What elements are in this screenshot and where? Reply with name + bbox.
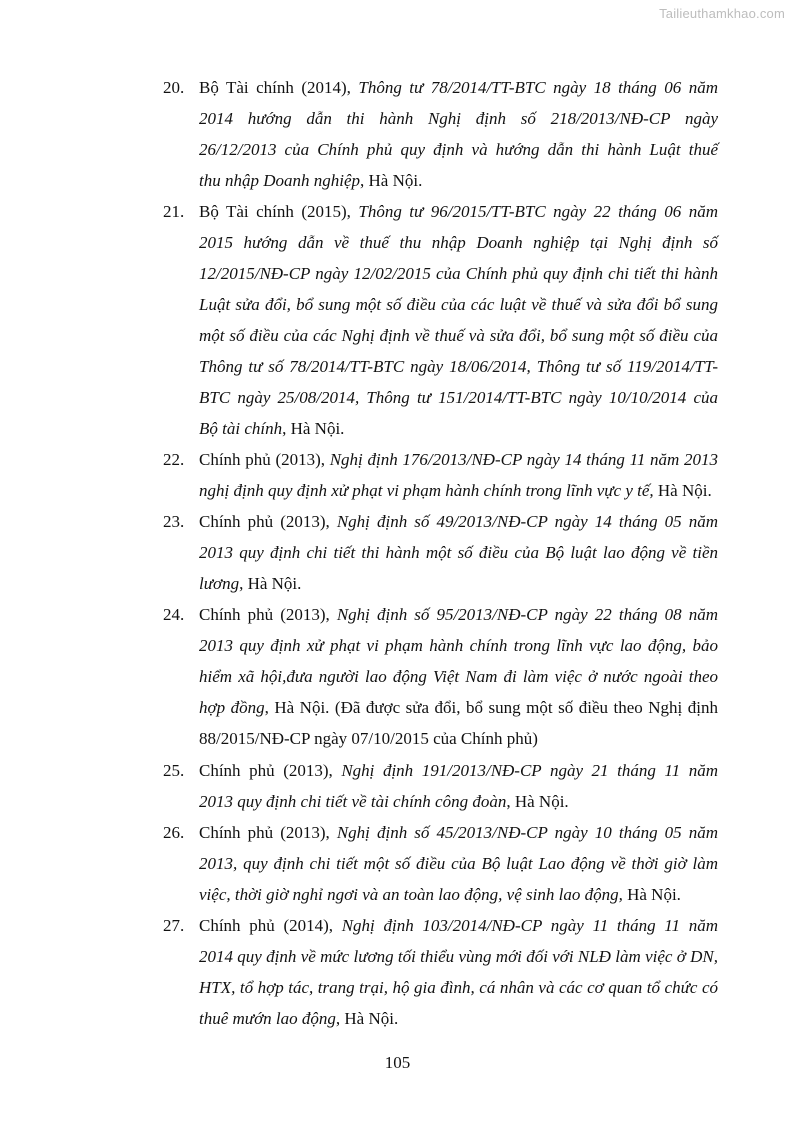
reference-line [199,165,718,196]
reference-line [199,630,718,661]
reference-number: 23. [163,512,185,531]
reference-line [199,382,718,413]
reference-text: , Hà Nội. [335,1009,399,1028]
reference-title-text: Nghị định số 95/2013/NĐ-CP ngày 22 tháng 08 năm [336,605,718,624]
reference-line [199,196,718,227]
reference-title-text: Thông tư 78/2014/TT-BTC ngày 18 tháng 06 năm [358,78,718,97]
reference-text: Chính phủ (2013), [199,823,337,842]
reference-line [199,879,718,910]
reference-number: 26. [163,823,185,842]
reference-line [199,910,718,941]
reference-text: 88/2015/NĐ-CP ngày 07/10/2015 của Chính phủ) [199,729,538,748]
reference-line [199,134,718,165]
reference-item [0,599,795,754]
reference-line [199,848,718,879]
reference-title-text: HTX, tổ hợp tác, trang trại, hộ gia đình, cá nhân và các cơ quan tổ chức có [199,978,718,997]
reference-title-text: 2014 hướng dẫn thi hành Nghị định số 218/2013/NĐ-CP ngày [199,109,718,128]
reference-line [199,258,718,289]
reference-number: 22. [163,450,185,469]
reference-text: Chính phủ (2013), [199,605,337,624]
reference-line [199,755,718,786]
reference-text: Bộ Tài chính (2015), [199,202,359,221]
reference-number: 27. [163,916,185,935]
reference-title-text: 2013 quy định xử phạt vi phạm hành chính trong lĩnh vực lao động, bảo [199,636,718,655]
reference-line [199,320,718,351]
reference-text: , Hà Nội. [360,171,423,190]
reference-title-text: BTC ngày 25/08/2014, Thông tư 151/2014/TT-BTC ngày 10/10/2014 của [199,388,718,407]
reference-line [199,475,718,506]
reference-title-text: một số điều của các Nghị định về thuế và sửa đổi, bổ sung một số điều của [199,326,718,345]
reference-title-text: 2015 hướng dẫn về thuế thu nhập Doanh nghiệp tại Nghị định số [199,233,718,252]
reference-title-text: 2013, quy định chi tiết một số điều của Bộ luật Lao động về thời giờ làm [199,854,718,873]
reference-title-text: hiểm xã hội,đưa người lao động Việt Nam đi làm việc ở nước ngoài theo [199,667,718,686]
reference-title-text: Nghị định 103/2014/NĐ-CP ngày 11 tháng 11 năm [341,916,718,935]
reference-title-text: Thông tư số 78/2014/TT-BTC ngày 18/06/2014, Thông tư số 119/2014/TT- [199,357,718,376]
reference-line [199,227,718,258]
reference-text: , Hà Nội. [239,574,302,593]
reference-line [199,692,718,723]
reference-item [0,196,795,444]
reference-line [199,599,718,630]
reference-title-text: 2013 quy định chi tiết thi hành một số điều của Bộ luật lao động về tiền [199,543,718,562]
reference-title-text: lương [199,574,240,593]
reference-number: 25. [163,761,185,780]
reference-title-text: 2013 quy định chi tiết về tài chính công đoàn [199,792,507,811]
reference-title-text: Nghị định số 45/2013/NĐ-CP ngày 10 tháng 05 năm [336,823,718,842]
reference-title-text: hợp đồng [199,698,265,717]
reference-line [199,351,718,382]
page-number: 105 [384,1053,411,1072]
reference-text: Chính phủ (2013), [199,761,342,780]
reference-text: Hà Nội. [653,481,712,500]
reference-item [0,755,795,817]
reference-text: Chính phủ (2013), [199,512,337,531]
reference-number: 21. [163,202,185,221]
reference-line [199,661,718,692]
reference-line [199,413,718,444]
reference-title-text: Nghị định số 49/2013/NĐ-CP ngày 14 tháng 05 năm [336,512,718,531]
reference-line [199,723,718,754]
reference-item [0,506,795,599]
reference-number: 24. [163,605,185,624]
reference-text: , Hà Nội. [506,792,569,811]
reference-line [199,444,718,475]
watermark: Tailieuthamkhao.com [659,6,785,21]
reference-text: Bộ Tài chính (2014), [199,78,359,97]
reference-title-text: Nghị định 191/2013/NĐ-CP ngày 21 tháng 11 năm [341,761,718,780]
reference-line [199,103,718,134]
reference-number: 20. [163,78,185,97]
reference-line [199,941,718,972]
reference-line [199,72,718,103]
reference-title-text: 26/12/2013 của Chính phủ quy định và hướng dẫn thi hành Luật thuế [199,140,718,159]
reference-text: , Hà Nội. [282,419,345,438]
reference-line [199,817,718,848]
reference-line [199,786,718,817]
reference-title-text: Luật sửa đổi, bổ sung một số điều của các luật về thuế và sửa đổi bổ sung [199,295,718,314]
reference-title-text: 12/2015/NĐ-CP ngày 12/02/2015 của Chính phủ quy định chi tiết thi hành [199,264,718,283]
reference-text: Hà Nội. [622,885,681,904]
reference-title-text: 2014 quy định về mức lương tối thiểu vùng mới đối với NLĐ làm việc ở DN, [199,947,718,966]
reference-line [199,537,718,568]
reference-text: Chính phủ (2014), [199,916,342,935]
reference-title-text: nghị định quy định xử phạt vi phạm hành chính trong lĩnh vực y tế, [199,481,654,500]
reference-title-text: việc, thời giờ nghỉ ngơi và an toàn lao động, vệ sinh lao động, [199,885,623,904]
reference-title-text: Thông tư 96/2015/TT-BTC ngày 22 tháng 06 năm [358,202,718,221]
reference-text: Chính phủ (2013), [199,450,330,469]
reference-item [0,817,795,910]
reference-title-text: Nghị định 176/2013/NĐ-CP ngày 14 tháng 11 năm 2013 [329,450,718,469]
reference-line [199,289,718,320]
reference-line [199,972,718,1003]
reference-line [199,568,718,599]
reference-title-text: thu nhập Doanh nghiệp [199,171,361,190]
reference-title-text: Bộ tài chính [199,419,283,438]
reference-title-text: thuê mướn lao động [199,1009,336,1028]
reference-item [0,72,795,196]
reference-line [199,1003,718,1034]
reference-item [0,444,795,506]
reference-line [199,506,718,537]
reference-text: , Hà Nội. (Đã được sửa đổi, bổ sung một số điều theo Nghị định [264,698,718,717]
reference-item [0,910,795,1034]
